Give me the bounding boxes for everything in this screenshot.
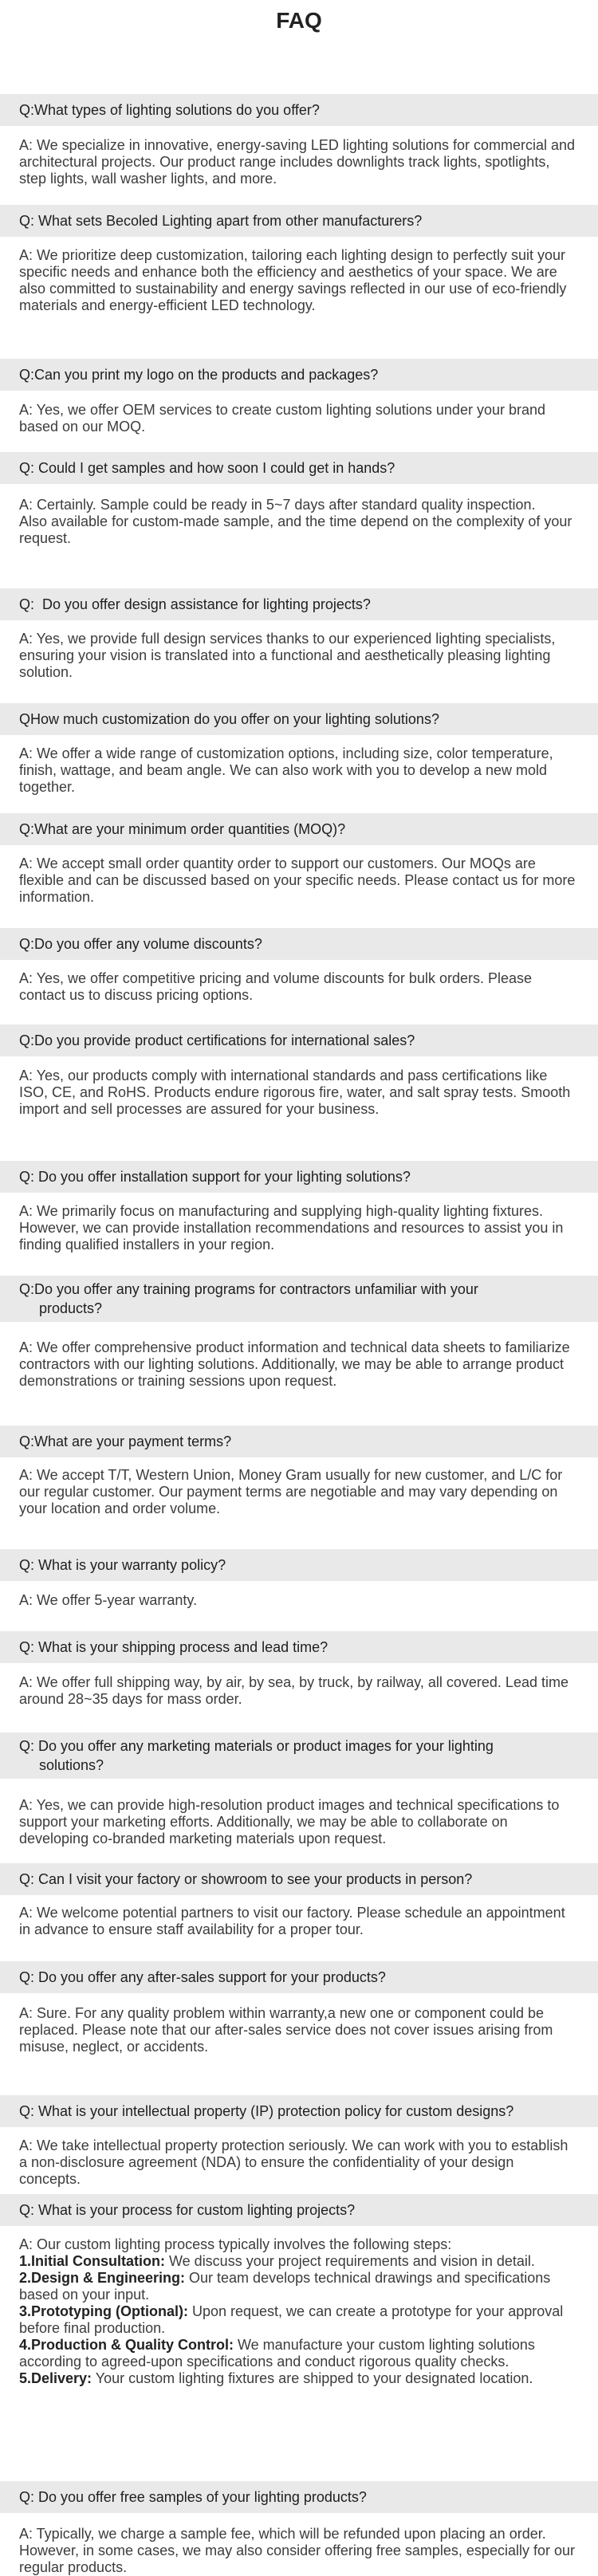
faq-answer [0,1592,598,1609]
process-step-title: 2.Design & Engineering: [19,2270,186,2286]
faq-answer [0,745,598,796]
faq-answer [0,497,598,547]
process-step-text: We discuss your project requirements and vision in detail. [165,2253,535,2269]
faq-question: QHow much customization do you offer on your lighting solutions? [0,703,598,735]
process-step [19,2270,579,2303]
faq-answer [0,2137,598,2188]
faq-answer-text: A: We take intellectual property protection seriously. We can work with you to establish a non-disclosure agreement (NDA) to ensure the confidentiality of your design concepts. [19,2137,568,2187]
faq-answer [0,1797,598,1847]
faq-answer [0,2236,598,2387]
process-step [19,2303,579,2337]
faq-question: Q: What is your warranty policy? [0,1549,598,1581]
faq-answer-text: A: We accept T/T, Western Union, Money Gram usually for new customer, and L/C for our regular customer. Our payment terms are negotiable and may vary depending on your location and order volume. [19,1467,563,1516]
process-step-title: 4.Production & Quality Control: [19,2337,234,2353]
faq-question: Q: Can I visit your factory or showroom to see your products in person? [0,1863,598,1895]
faq-answer-text: A: Certainly. Sample could be ready in 5~7 days after standard quality inspection. [19,497,536,513]
faq-question: Q: What is your shipping process and lead time? [0,1631,598,1663]
faq-answer-text: A: We offer a wide range of customization options, including size, color temperature, finish, wattage, and beam angle. We can also work with you to develop a new mold together. [19,745,553,795]
process-step-text: Our team develops technical drawings and specifications based on your input. [19,2270,551,2303]
faq-answer-text: A: Yes, we can provide high-resolution product images and technical specifications to support your marketing efforts. Additionally, we may be able to collaborate on developing co-branded marketing materials upon request. [19,1797,560,1846]
process-step-text: Your custom lighting fixtures are shipped to your designated location. [92,2370,533,2386]
faq-question: Q: Do you offer any after-sales support for your products? [0,1961,598,1993]
faq-answer-text: A: Yes, we offer competitive pricing and volume discounts for bulk orders. Please contact us to discuss pricing options. [19,970,533,1003]
faq-question: Q:What are your minimum order quantities (MOQ)? [0,813,598,845]
faq-answer-text: A: We welcome potential partners to visit our factory. Please schedule an appointment in advance to ensure staff availability for a proper tour. [19,1905,565,1937]
faq-answer [0,631,598,681]
process-step [19,2370,579,2387]
faq-answer [0,137,598,187]
process-step-title: 3.Prototyping (Optional): [19,2303,188,2319]
faq-question: Q:Do you offer any volume discounts? [0,928,598,960]
process-step-title: 5.Delivery: [19,2370,92,2386]
faq-answer-text: Also available for custom-made sample, and the time depend on the complexity of your request. [19,513,572,546]
faq-answer [0,402,598,435]
faq-answer [0,247,598,314]
faq-question: Q:What are your payment terms? [0,1426,598,1457]
faq-answer [0,1905,598,1938]
faq-question: Q: Do you offer installation support for your lighting solutions? [0,1161,598,1193]
process-step-title: 1.Initial Consultation: [19,2253,165,2269]
faq-question: Q:Can you print my logo on the products and packages? [0,359,598,391]
process-step [19,2337,579,2370]
faq-answer-text: A: We offer full shipping way, by air, by sea, by truck, by railway, all covered. Lead time around 28~35 days for mass order. [19,1674,568,1707]
faq-question: Q: What is your process for custom lighting projects? [0,2194,598,2226]
faq-answer-text: A: Yes, we provide full design services thanks to our experienced lighting specialists, ensuring your vision is translated into a functional and aesthetically pleasing lighting solution. [19,631,556,680]
faq-answer-text: A: We accept small order quantity order to support our customers. Our MOQs are flexible and can be discussed based on your specific needs. Please contact us for more information. [19,855,576,905]
faq-answer [0,970,598,1004]
faq-answer [0,2005,598,2055]
faq-question: Q: Do you offer free samples of your lighting products? [0,2481,598,2513]
faq-answer-text: A: We prioritize deep customization, tailoring each lighting design to perfectly suit your specific needs and enhance both the efficiency and aesthetics of your space. We are also committed to sustainability and energy savings reflected in our use of eco-friendly materials and energy-efficient LED technology. [19,247,567,313]
faq-answer-text: A: Yes, our products comply with international standards and pass certifications like ISO, CE, and RoHS. Products endure rigorous fire, water, and salt spray tests. Smooth import and sell processes are assured for your business. [19,1068,571,1117]
faq-answer-text: A: We offer 5-year warranty. [19,1592,198,1608]
faq-question: Q: Do you offer any marketing materials or product images for your lighting solutions? [0,1732,598,1779]
faq-answer-text: A: Typically, we charge a sample fee, which will be refunded upon placing an order. However, in some cases, we may also consider offering free samples, especially for our regular products. [19,2526,575,2575]
faq-answer-text: A: We primarily focus on manufacturing and supplying high-quality lighting fixtures. However, we can provide installation recommendations and resources to assist you in finding qualified installers in your region. [19,1203,564,1253]
faq-answer [0,1068,598,1118]
faq-question: Q: What is your intellectual property (IP) protection policy for custom designs? [0,2095,598,2127]
faq-answer [0,1339,598,1390]
faq-answer [0,1467,598,1517]
faq-answer-text: A: We offer comprehensive product information and technical data sheets to familiarize contractors with our lighting solutions. Additionally, we may be able to arrange product demonstrations or training sessions upon request. [19,1339,570,1389]
faq-answer [0,2526,598,2576]
process-step [19,2253,579,2270]
faq-answer-text: A: Our custom lighting process typically involves the following steps: [19,2236,452,2252]
faq-question: Q:Do you provide product certifications for international sales? [0,1025,598,1056]
faq-answer-text: A: Sure. For any quality problem within warranty,a new one or component could be replaced. Please note that our after-sales service does not cover issues arising from misuse, neglect, or accidents. [19,2005,553,2055]
faq-answer [0,1674,598,1708]
faq-question: Q:Do you offer any training programs for contractors unfamiliar with your products? [0,1276,598,1322]
faq-question: Q: Do you offer design assistance for lighting projects? [0,588,598,620]
page-title: FAQ [276,8,322,33]
faq-question: Q:What types of lighting solutions do you offer? [0,94,598,126]
faq-question: Q: Could I get samples and how soon I could get in hands? [0,452,598,484]
faq-answer [0,1203,598,1253]
process-step-text: Upon request, we can create a prototype for your approval before final production. [19,2303,564,2336]
faq-question: Q: What sets Becoled Lighting apart from other manufacturers? [0,205,598,237]
process-step-text: We manufacture your custom lighting solutions according to agreed-upon specifications and conduct rigorous quality checks. [19,2337,535,2370]
faq-answer-text: A: We specialize in innovative, energy-saving LED lighting solutions for commercial and architectural projects. Our product range includes downlights track lights, spotlights, step lights, wall washer lights, and more. [19,137,576,187]
faq-answer [0,855,598,906]
faq-answer-text: A: Yes, we offer OEM services to create custom lighting solutions under your brand based on our MOQ. [19,402,546,435]
